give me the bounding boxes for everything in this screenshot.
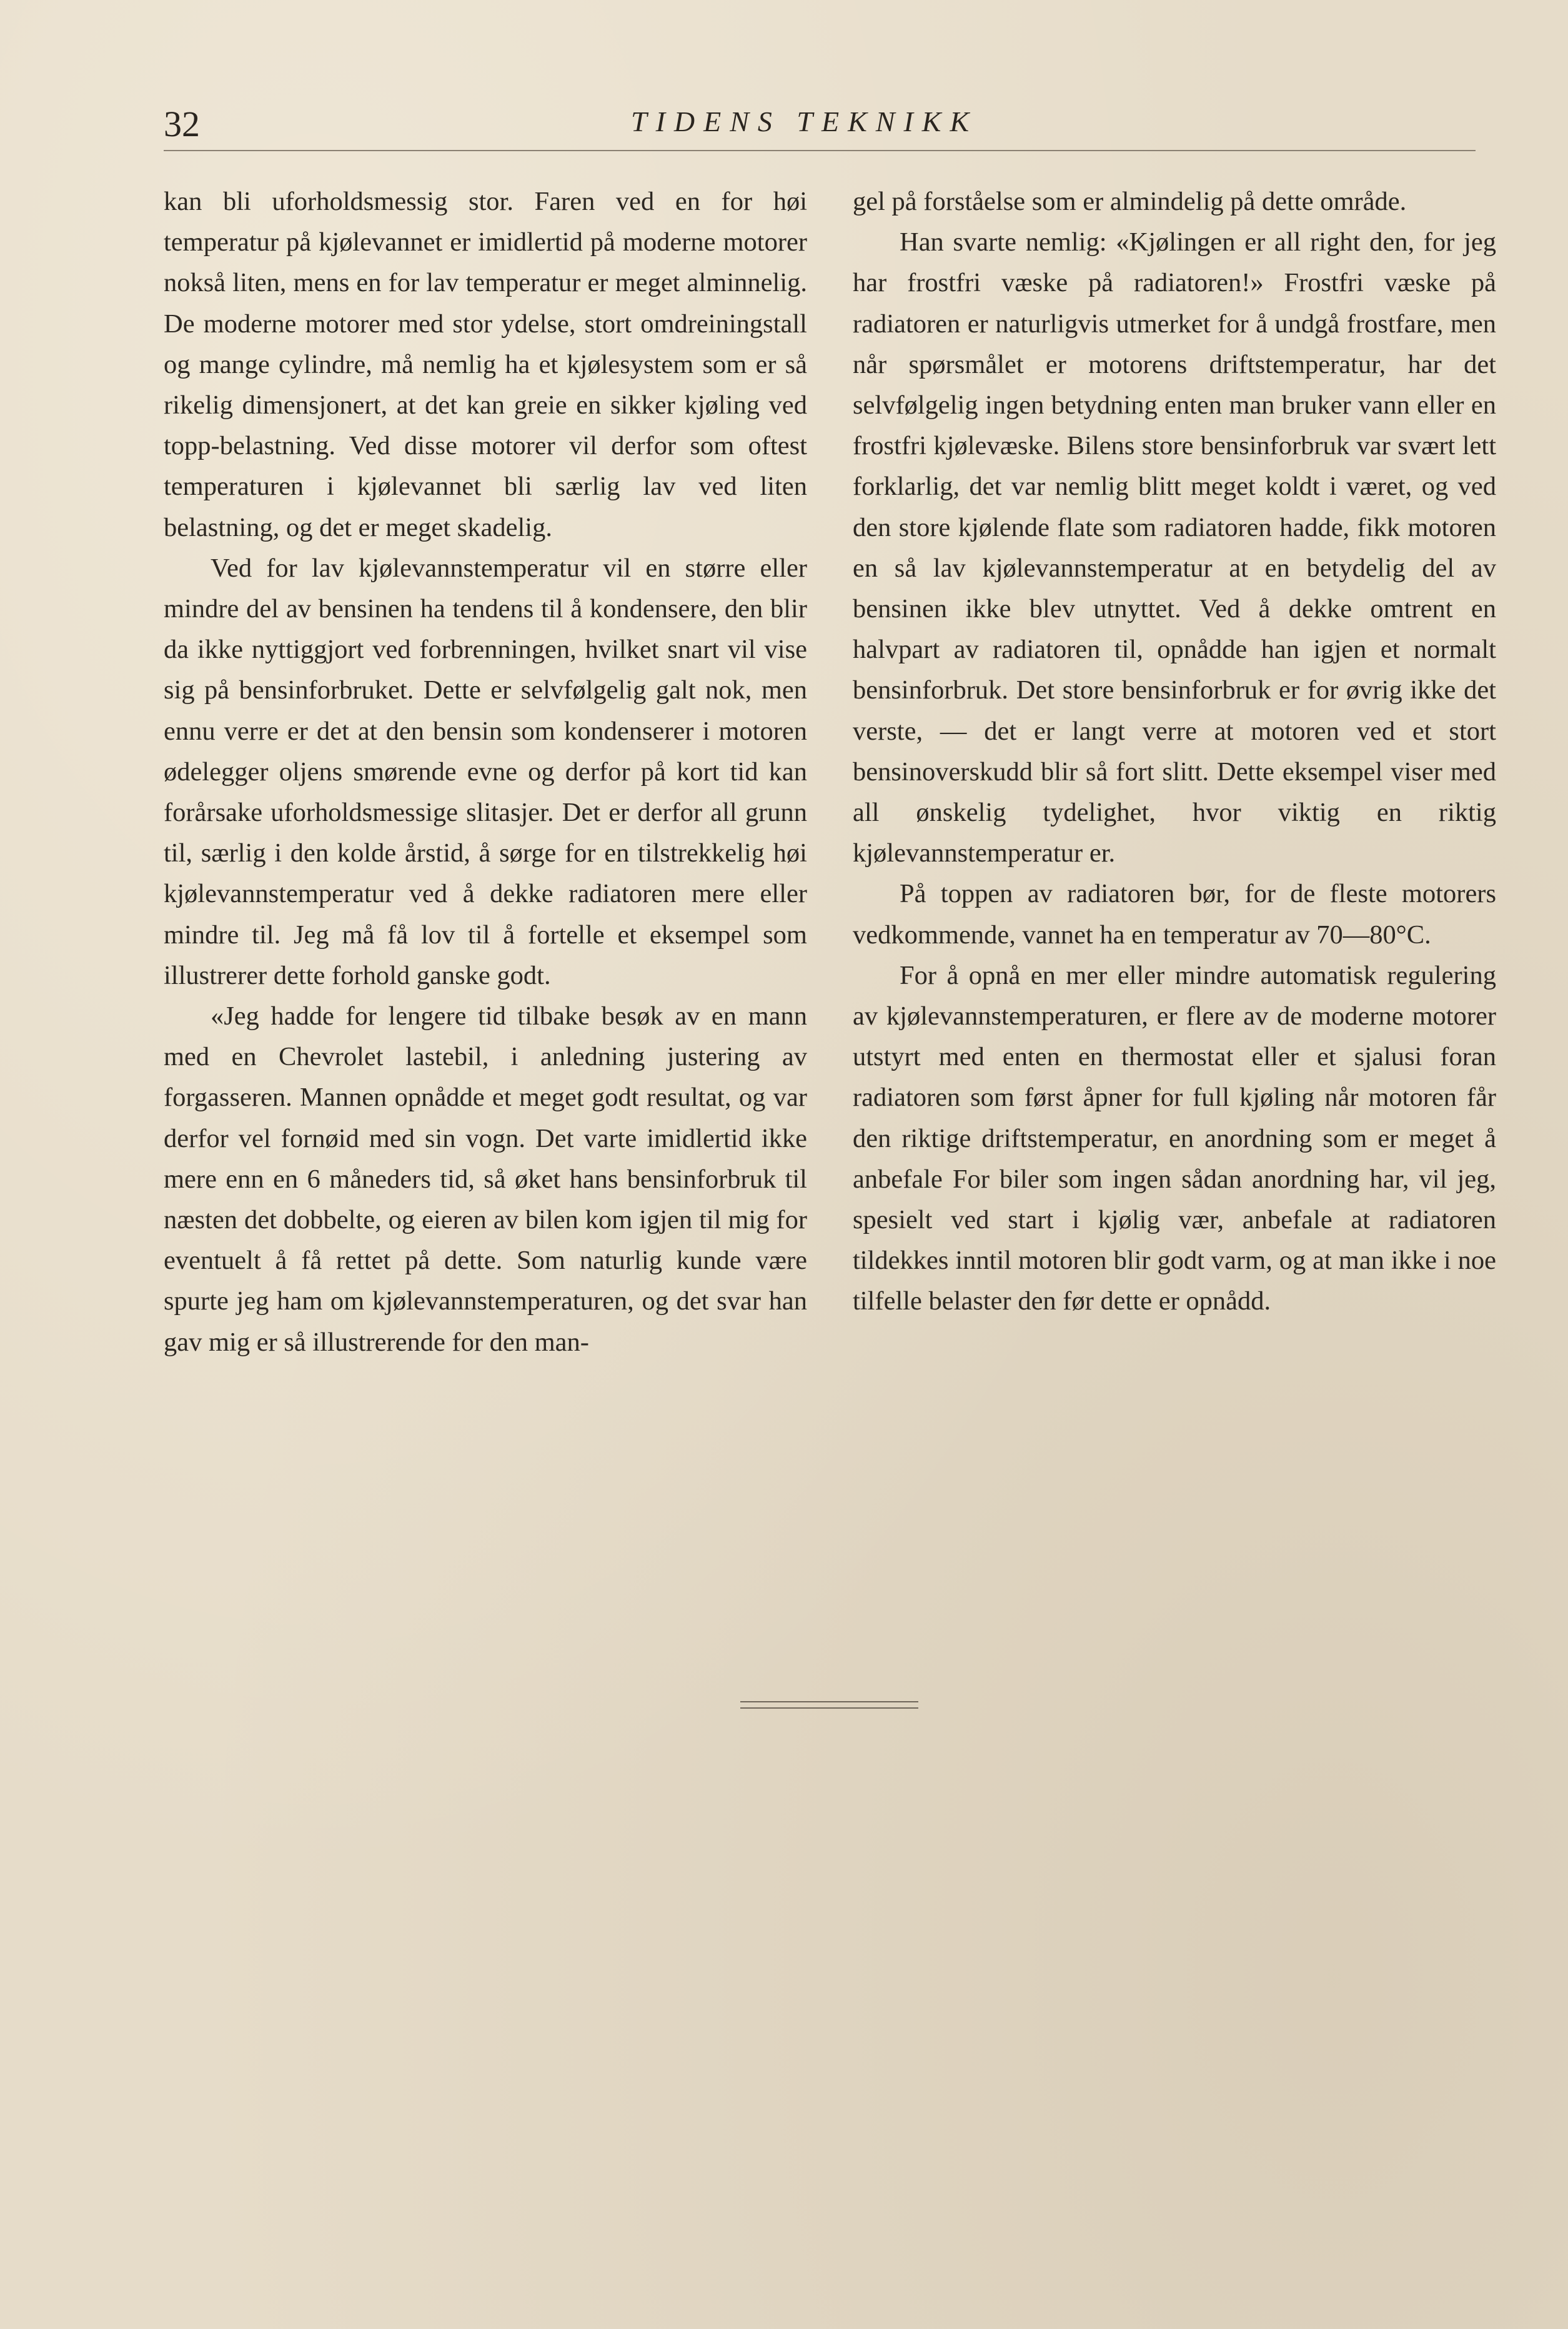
page-number: 32 [164,104,200,144]
paragraph: For å opnå en mer eller mindre automatisk regulering av kjølevannstemperaturen, er flere av de moderne motorer utstyrt med enten en thermostat eller et sjalusi foran radiatoren som først åpner for full kjøling når motoren får den riktige driftstemperatur, en anordning som er meget å anbefale For biler som ingen sådan anordning har, vil jeg, spesielt ved start i kjølig vær, anbefale at radiatoren tildekkes inntil motoren blir godt varm, og at man ikke i noe tilfelle belaster den før dette er opnådd. [853,960,1496,1316]
paragraph: Ved for lav kjølevannstemperatur vil en større eller mindre del av bensinen ha tendens til å kondensere, den blir da ikke nyttiggjort ved forbrenningen, hvilket snart vil vise sig på bensinforbruket. Dette er selvfølgelig galt nok, men ennu verre er det at den bensin som kondenserer i motoren ødelegger oljens smørende evne og derfor på kort tid kan forårsake uforholdsmessige slitasjer. Det er derfor all grunn til, særlig i den kolde årstid, å sørge for en tilstrekkelig høi kjølevannstemperatur ved å dekke radiatoren mere eller mindre til. Jeg må få lov til å fortelle et eksempel som illustrerer dette forhold ganske godt. [164,553,807,990]
running-title: TIDENS TEKNIKK [631,106,978,137]
right-column [853,181,1496,1322]
paragraph: «Jeg hadde for lengere tid tilbake besøk av en mann med en Chevrolet lastebil, i anledning justering av forgasseren. Mannen opnådde et meget godt resultat, og var derfor vel fornøid med sin vogn. Det varte imidlertid ikke mere enn en 6 måneders tid, så øket hans bensinforbruk til næsten det dobbelte, og eieren av bilen kom igjen til mig for eventuelt å få rettet på dette. Som naturlig kunde være spurte jeg ham om kjølevannstemperaturen, og det svar han gav mig er så illustrerende for den man- [164,1001,807,1357]
header-rule [164,150,1476,151]
paragraph: kan bli uforholdsmessig stor. Faren ved en for høi temperatur på kjølevannet er imidlertid på moderne motorer nokså liten, mens en for lav temperatur er meget alminnelig. De moderne motorer med stor ydelse, stort omdreiningstall og mange cylindre, må nemlig ha et kjølesystem som er så rikelig dimensjonert, at det kan greie en sikker kjøling ved topp-belastning. Ved disse motorer vil derfor som oftest temperaturen i kjølevannet bli særlig lav ved liten belastning, og det er meget skadelig. [164,187,807,542]
article-end-rule [740,1701,918,1709]
paragraph: På toppen av radiatoren bør, for de fleste motorers vedkommende, vannet ha en temperatur av 70—80°C. [853,879,1496,950]
paragraph: gel på forståelse som er almindelig på dette område. [853,187,1407,216]
paragraph: Han svarte nemlig: «Kjølingen er all right den, for jeg har frostfri væske på radiatoren!» Frostfri væske på radiatoren er naturligvis utmerket for å undgå frostfare, men når spørsmålet er motorens driftstemperatur, har det selvfølgelig ingen betydning enten man bruker vann eller en frostfri kjølevæske. Bilens store bensinforbruk var svært lett forklarlig, det var nemlig blitt meget koldt i været, og ved den store kjølende flate som radiatoren hadde, fikk motoren en så lav kjølevannstemperatur at en betydelig del av bensinen ikke blev utnyttet. Ved å dekke omtrent en halvpart av radiatoren til, opnådde han igjen et normalt bensinforbruk. Det store bensinforbruk er for øvrig ikke det verste, — det er langt verre at motoren ved et stort bensinoverskudd blir så fort slitt. Dette eksempel viser med all ønskelig tydelighet, hvor viktig en riktig kjølevannstemperatur er. [853,227,1496,868]
left-column [164,181,807,1363]
